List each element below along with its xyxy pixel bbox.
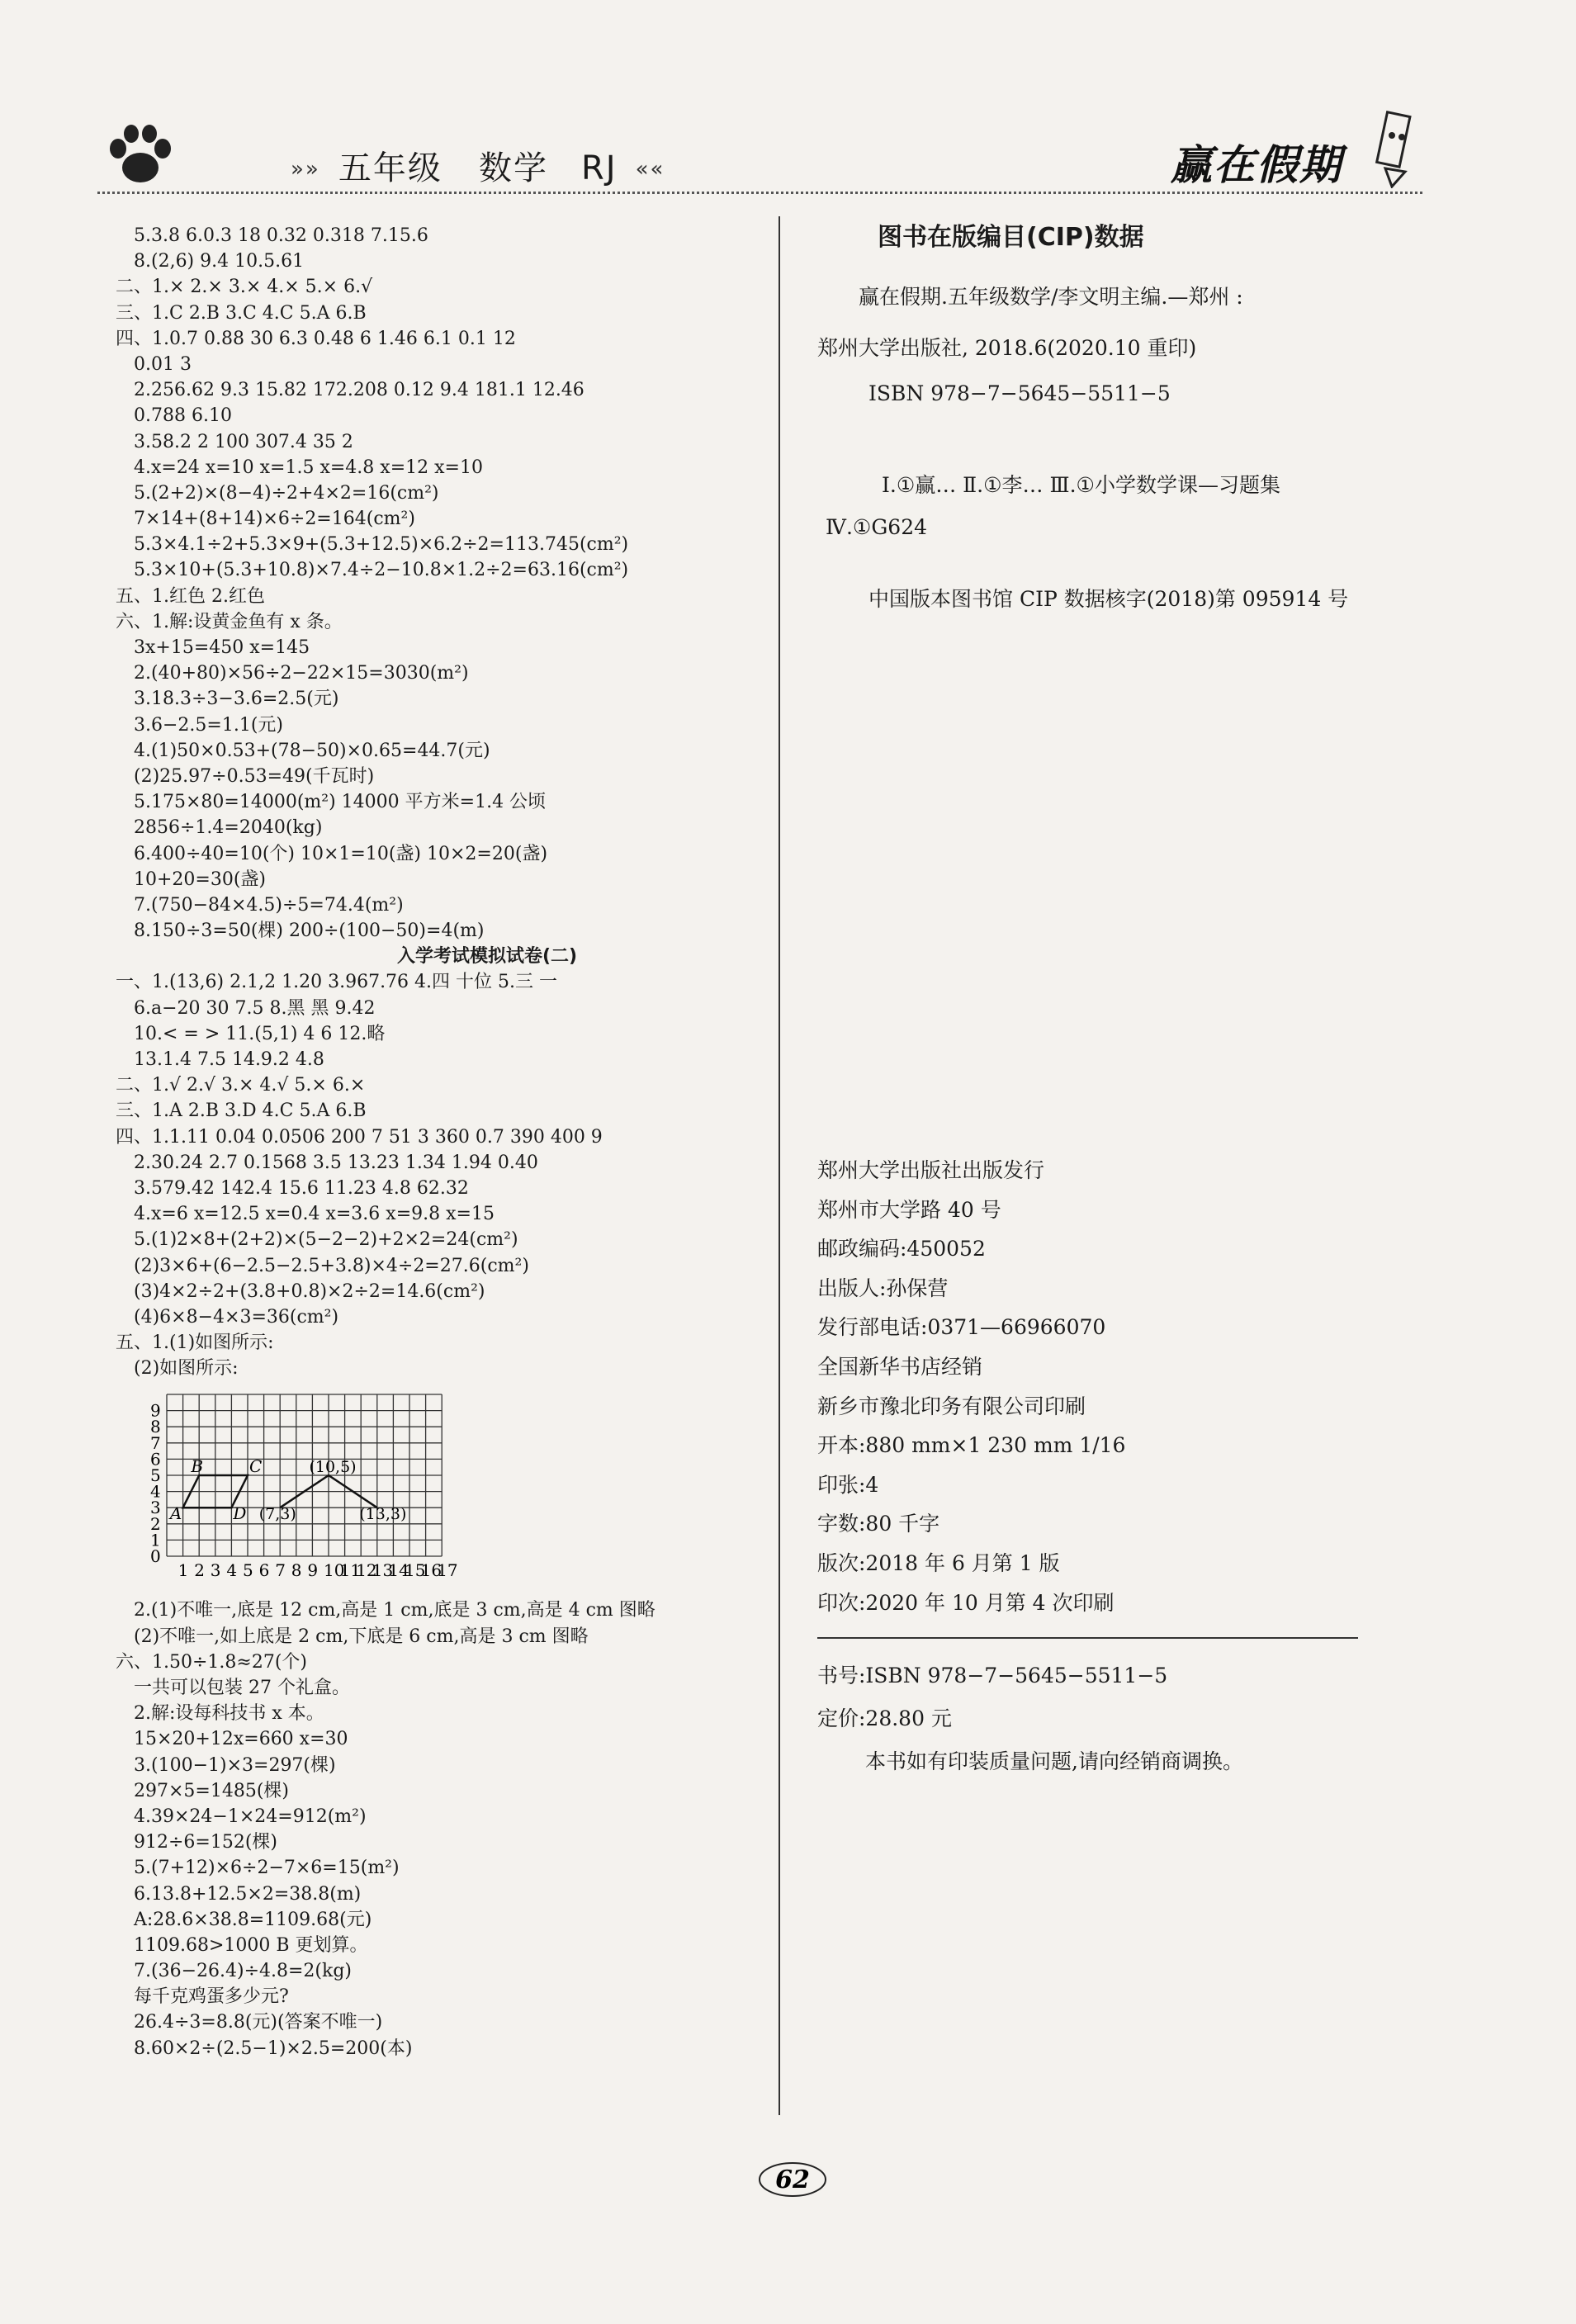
answer-line: 5.3×4.1÷2+5.3×9+(5.3+12.5)×6.2÷2=113.745(cm²) bbox=[134, 534, 629, 556]
answer-line: 6.13.8+12.5×2=38.8(m) bbox=[134, 1883, 362, 1905]
answer-line: 二、1.√ 2.√ 3.× 4.√ 5.× 6.× bbox=[116, 1075, 366, 1096]
answer-line: 26.4÷3=8.8(元)(答案不唯一) bbox=[134, 2012, 383, 2033]
point-13-3-label: (13,3) bbox=[359, 1505, 407, 1524]
answer-line: 912÷6=152(棵) bbox=[134, 1832, 278, 1853]
answer-line: 3.18.3÷3−3.6=2.5(元) bbox=[134, 689, 339, 710]
paw-icon bbox=[103, 122, 177, 188]
point-b-label: B bbox=[191, 1456, 204, 1477]
coordinate-grid bbox=[116, 1381, 776, 1597]
answer-line: 2.(40+80)×56÷2−22×15=3030(m²) bbox=[134, 663, 469, 684]
point-a-label: A bbox=[169, 1503, 182, 1524]
x-tick-label: 16 bbox=[420, 1560, 443, 1581]
answer-line: 8.(2,6) 9.4 10.5.61 bbox=[134, 251, 305, 272]
y-tick-label: 2 bbox=[150, 1514, 161, 1535]
x-tick-label: 4 bbox=[226, 1560, 238, 1581]
publisher-line: 全国新华书店经销 bbox=[817, 1355, 983, 1379]
answer-line: (2)3×6+(6−2.5−2.5+3.8)×4÷2=27.6(cm²) bbox=[134, 1255, 529, 1276]
answer-line: 五、1.红色 2.红色 bbox=[116, 585, 265, 607]
answer-line: 一、1.(13,6) 2.1,2 1.20 3.967.76 4.四 十位 5.三 一 bbox=[116, 972, 558, 993]
answer-line: 4.39×24−1×24=912(m²) bbox=[134, 1806, 367, 1827]
answer-line: 5.(2+2)×(8−4)÷2+4×2=16(cm²) bbox=[134, 482, 439, 504]
x-tick-label: 10 bbox=[324, 1560, 345, 1581]
answer-line: 6.400÷40=10(个) 10×1=10(盏) 10×2=20(盏) bbox=[134, 843, 548, 864]
answer-line: 5.3×10+(5.3+10.8)×7.4÷2−10.8×1.2÷2=63.16(cm²) bbox=[134, 560, 629, 581]
pencil-mascot-icon bbox=[1370, 106, 1420, 188]
y-tick-label: 4 bbox=[150, 1482, 161, 1503]
cip-line-6: 中国版本图书馆 CIP 数据核字(2018)第 095914 号 bbox=[868, 587, 1349, 611]
answer-line: 5.(7+12)×6÷2−7×6=15(m²) bbox=[134, 1858, 400, 1879]
answer-line: 二、1.× 2.× 3.× 4.× 5.× 6.√ bbox=[116, 277, 373, 298]
answer-column bbox=[116, 223, 776, 2061]
point-7-3-label: (7,3) bbox=[258, 1505, 296, 1524]
cip-line-2: 郑州大学出版社, 2018.6(2020.10 重印) bbox=[817, 336, 1197, 360]
y-tick-label: 3 bbox=[150, 1498, 161, 1518]
answer-line: 六、1.解:设黄金鱼有 x 条。 bbox=[116, 611, 343, 632]
y-tick-label: 8 bbox=[150, 1417, 161, 1437]
publisher-line: 印张:4 bbox=[817, 1472, 879, 1497]
answer-block-2 bbox=[116, 969, 776, 1381]
answer-line: 0.788 6.10 bbox=[134, 405, 232, 427]
point-c-label: C bbox=[248, 1456, 263, 1477]
answer-line: 每千克鸡蛋多少元? bbox=[134, 1986, 289, 2008]
page-number: 62 bbox=[775, 2165, 810, 2194]
publisher-line: 邮政编码:450052 bbox=[817, 1237, 986, 1261]
answer-line: 7.(36−26.4)÷4.8=2(kg) bbox=[134, 1961, 352, 1982]
answer-line: 15×20+12x=660 x=30 bbox=[134, 1729, 348, 1750]
section-title: 入学考试模拟试卷(二) bbox=[396, 946, 578, 968]
publisher-line: 郑州大学出版社出版发行 bbox=[817, 1158, 1045, 1182]
answer-line: 2.30.24 2.7 0.1568 3.5 13.23 1.34 1.94 0.40 bbox=[134, 1152, 538, 1173]
answer-line: (2)25.97÷0.53=49(千瓦时) bbox=[134, 765, 375, 787]
answer-line: 5.3.8 6.0.3 18 0.32 0.318 7.15.6 bbox=[134, 225, 428, 246]
answer-line: 0.01 3 bbox=[134, 353, 192, 375]
column-divider bbox=[779, 216, 780, 2115]
publisher-line: 版次:2018 年 6 月第 1 版 bbox=[817, 1551, 1060, 1575]
page-number-badge bbox=[755, 2155, 830, 2200]
answer-line: (2)不唯一,如上底是 2 cm,下底是 6 cm,高是 3 cm 图略 bbox=[134, 1626, 589, 1647]
answer-line: 3.6−2.5=1.1(元) bbox=[134, 714, 283, 736]
answer-line: 2.256.62 9.3 15.82 172.208 0.12 9.4 181.1 12.46 bbox=[134, 380, 584, 401]
y-tick-label: 9 bbox=[150, 1401, 161, 1422]
publisher-line: 郑州市大学路 40 号 bbox=[817, 1197, 1001, 1222]
brand-logo-text: 赢在假期 bbox=[1171, 141, 1342, 189]
answer-line: 1109.68>1000 B 更划算。 bbox=[134, 1934, 368, 1956]
answer-line: 2856÷1.4=2040(kg) bbox=[134, 817, 323, 839]
answer-line: 一共可以包装 27 个礼盒。 bbox=[134, 1678, 350, 1698]
publisher-line: 出版人:孙保营 bbox=[817, 1276, 949, 1300]
price: 定价:28.80 元 bbox=[817, 1706, 952, 1730]
answer-line: 5.175×80=14000(m²) 14000 平方米=1.4 公顷 bbox=[134, 792, 547, 813]
answer-line: 三、1.A 2.B 3.D 4.C 5.A 6.B bbox=[116, 1100, 367, 1122]
publisher-line: 发行部电话:0371—66966070 bbox=[817, 1315, 1106, 1340]
cip-line-4: Ⅰ.①赢… Ⅱ.①李… Ⅲ.①小学数学课—习题集 bbox=[882, 473, 1280, 497]
answer-line: 4.(1)50×0.53+(78−50)×0.65=44.7(元) bbox=[134, 740, 490, 761]
answer-line: 8.60×2÷(2.5−1)×2.5=200(本) bbox=[134, 2038, 413, 2059]
y-tick-label: 7 bbox=[150, 1433, 161, 1454]
book-number: 书号:ISBN 978−7−5645−5511−5 bbox=[817, 1664, 1168, 1687]
publisher-divider bbox=[817, 1637, 1358, 1639]
answer-line: 8.150÷3=50(棵) 200÷(100−50)=4(m) bbox=[134, 921, 485, 942]
answer-line: 7×14+(8+14)×6÷2=164(cm²) bbox=[134, 509, 415, 530]
cip-line-5: Ⅳ.①G624 bbox=[826, 515, 928, 539]
x-tick-label: 11 bbox=[339, 1560, 362, 1581]
x-tick-label: 14 bbox=[388, 1560, 409, 1581]
page-header bbox=[0, 0, 1576, 198]
x-tick-label: 1 bbox=[177, 1560, 189, 1581]
quality-notice: 本书如有印装质量问题,请向经销商调换。 bbox=[865, 1749, 1243, 1773]
answer-line: 3x+15=450 x=145 bbox=[134, 637, 310, 658]
answer-line: 297×5=1485(棵) bbox=[134, 1780, 290, 1801]
answer-line: 4.x=24 x=10 x=1.5 x=4.8 x=12 x=10 bbox=[134, 457, 483, 478]
x-tick-label: 15 bbox=[405, 1560, 426, 1581]
y-tick-label: 5 bbox=[150, 1465, 161, 1486]
x-tick-label: 17 bbox=[437, 1560, 458, 1581]
subject-label: 数学 bbox=[478, 149, 548, 187]
cip-line-1: 赢在假期.五年级数学/李文明主编.—郑州 : bbox=[859, 285, 1243, 309]
point-10-5-label: (10,5) bbox=[309, 1458, 357, 1477]
answer-block-3 bbox=[116, 1597, 776, 2061]
answer-block-1 bbox=[116, 223, 776, 944]
x-tick-label: 5 bbox=[243, 1560, 253, 1581]
y-tick-label: 0 bbox=[150, 1546, 161, 1567]
answer-line: (2)如图所示: bbox=[134, 1358, 239, 1380]
answer-line: 五、1.(1)如图所示: bbox=[116, 1332, 274, 1354]
y-tick-label: 1 bbox=[150, 1530, 161, 1550]
answer-line: 3.(100−1)×3=297(棵) bbox=[134, 1754, 336, 1776]
publisher-line: 印次:2020 年 10 月第 4 次印刷 bbox=[817, 1590, 1115, 1615]
header-title bbox=[272, 142, 683, 189]
double-chevron-right-icon: »» bbox=[291, 157, 320, 182]
x-tick-label: 9 bbox=[307, 1560, 319, 1581]
answer-line: 3.58.2 2 100 307.4 35 2 bbox=[134, 431, 353, 452]
answer-line: 三、1.C 2.B 3.C 4.C 5.A 6.B bbox=[116, 302, 367, 324]
x-tick-label: 3 bbox=[210, 1560, 221, 1581]
answer-line: 4.x=6 x=12.5 x=0.4 x=3.6 x=9.8 x=15 bbox=[134, 1204, 495, 1225]
answer-line: 3.579.42 142.4 15.6 11.23 4.8 62.32 bbox=[134, 1177, 469, 1199]
publisher-line: 新乡市豫北印务有限公司印刷 bbox=[817, 1394, 1086, 1418]
double-chevron-left-icon: «« bbox=[635, 157, 665, 182]
answer-line: 13.1.4 7.5 14.9.2 4.8 bbox=[134, 1049, 324, 1070]
x-tick-label: 13 bbox=[372, 1560, 394, 1581]
x-tick-label: 6 bbox=[258, 1560, 270, 1581]
grid-figure bbox=[116, 1381, 528, 1597]
answer-line: A:28.6×38.8=1109.68(元) bbox=[134, 1909, 372, 1930]
brand-logo bbox=[1164, 122, 1346, 188]
answer-line: (4)6×8−4×3=36(cm²) bbox=[134, 1306, 339, 1328]
y-tick-label: 6 bbox=[150, 1449, 161, 1470]
x-tick-label: 12 bbox=[356, 1560, 377, 1581]
answer-line: 7.(750−84×4.5)÷5=74.4(m²) bbox=[134, 894, 404, 916]
answer-line: 四、1.0.7 0.88 30 6.3 0.48 6 1.46 6.1 0.1 12 bbox=[116, 328, 516, 349]
publisher-line: 开本:880 mm×1 230 mm 1/16 bbox=[817, 1433, 1126, 1458]
answer-line: 5.(1)2×8+(2+2)×(5−2−2)+2×2=24(cm²) bbox=[134, 1229, 518, 1251]
answer-line: 四、1.1.11 0.04 0.0506 200 7 51 3 360 0.7 390 400 9 bbox=[116, 1126, 603, 1148]
point-d-label: D bbox=[233, 1503, 247, 1524]
cip-title: 图书在版编目(CIP)数据 bbox=[878, 223, 1144, 252]
answer-line: (3)4×2÷2+(3.8+0.8)×2÷2=14.6(cm²) bbox=[134, 1280, 485, 1302]
answer-line: 2.(1)不唯一,底是 12 cm,高是 1 cm,底是 3 cm,高是 4 cm 图略 bbox=[134, 1600, 655, 1621]
header-divider bbox=[97, 192, 1422, 194]
x-tick-label: 2 bbox=[194, 1560, 205, 1581]
grade-label: 五年级 bbox=[338, 149, 443, 187]
edition-label: RJ bbox=[580, 149, 618, 187]
answer-line: 10+20=30(盏) bbox=[134, 869, 267, 890]
answer-line: 2.解:设每科技书 x 本。 bbox=[134, 1703, 324, 1725]
x-tick-label: 7 bbox=[275, 1560, 286, 1581]
answer-line: 6.a−20 30 7.5 8.黑 黑 9.42 bbox=[134, 997, 376, 1019]
answer-line: 六、1.50÷1.8≈27(个) bbox=[116, 1651, 307, 1673]
cip-line-3: ISBN 978−7−5645−5511−5 bbox=[868, 381, 1171, 405]
publisher-line: 字数:80 千字 bbox=[817, 1512, 940, 1536]
x-tick-label: 8 bbox=[291, 1560, 302, 1581]
answer-line: 10.< = > 11.(5,1) 4 6 12.略 bbox=[134, 1023, 386, 1044]
